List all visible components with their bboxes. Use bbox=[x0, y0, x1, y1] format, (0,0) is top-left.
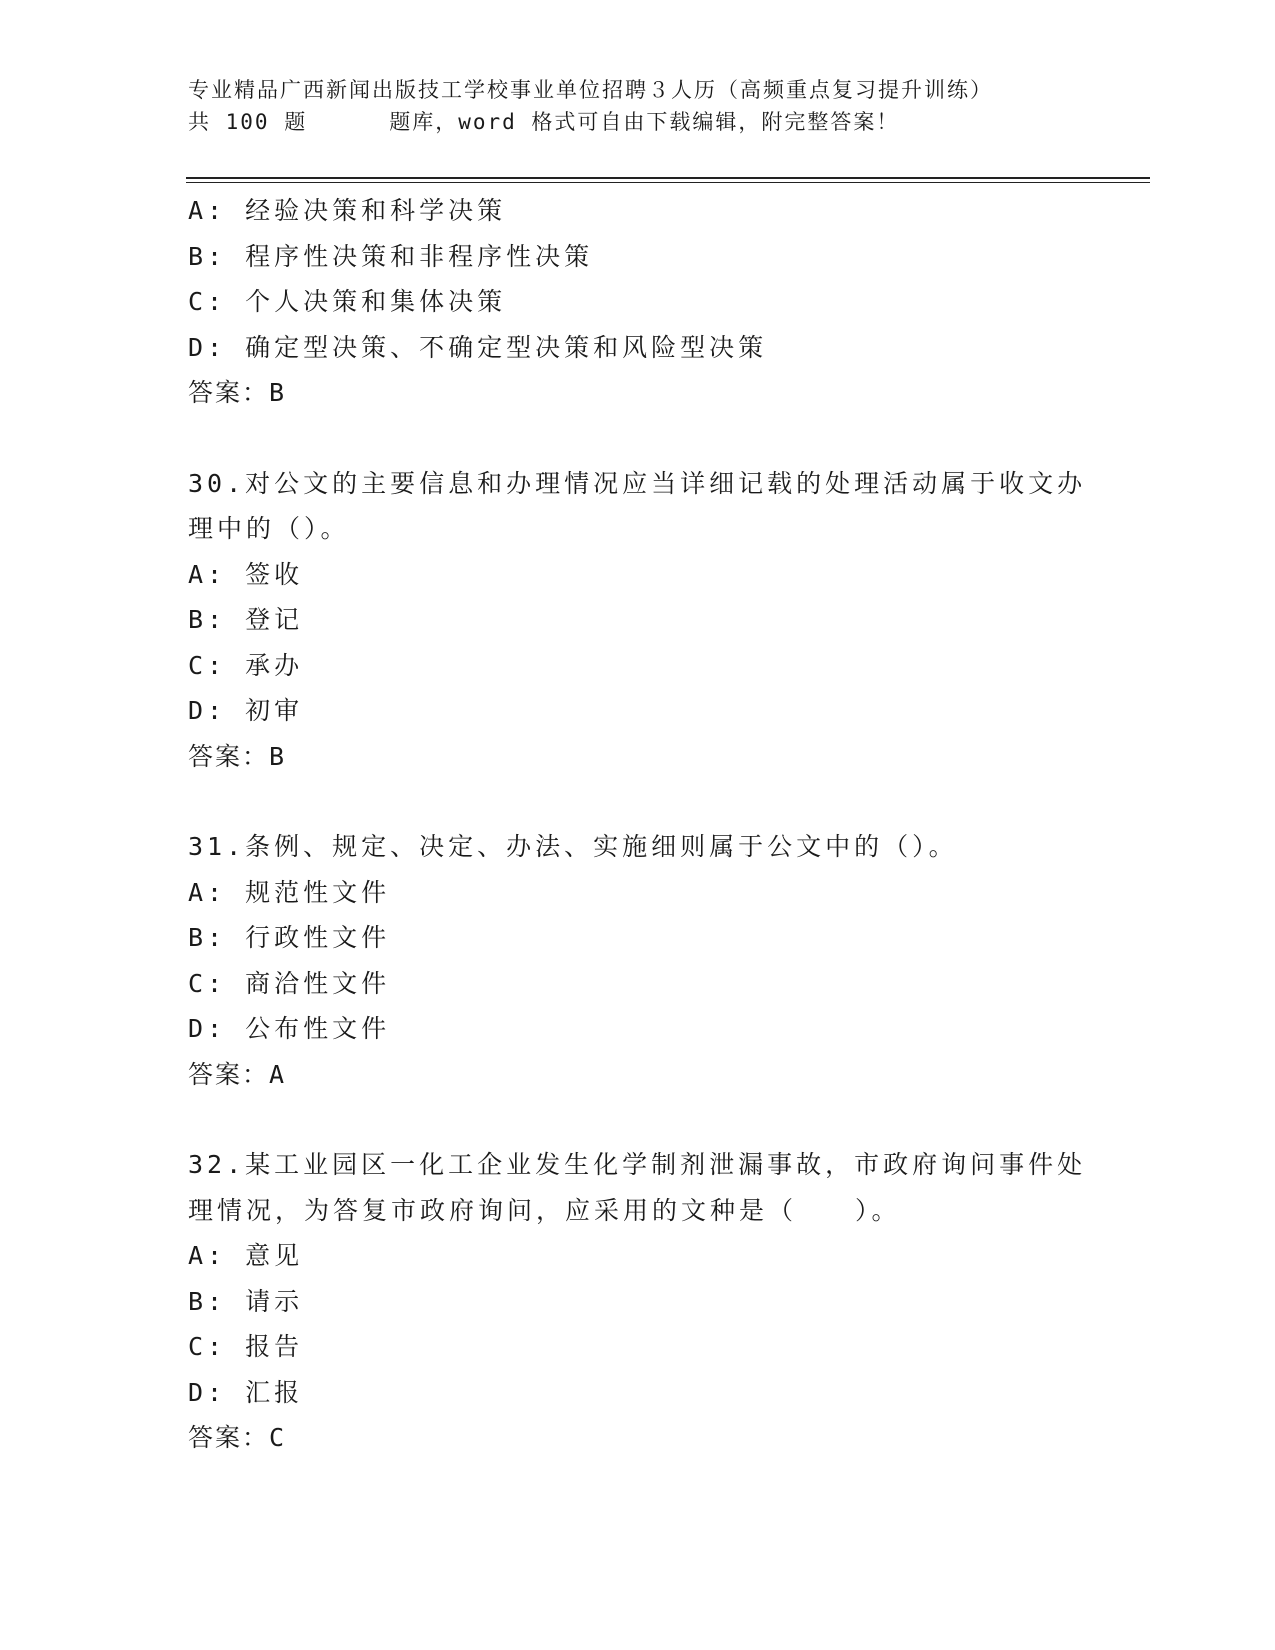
question-list bbox=[188, 188, 1088, 1461]
page-header bbox=[188, 74, 1088, 138]
option-b: B: 行政性文件 bbox=[188, 923, 391, 952]
question-count: 共 100 题 bbox=[188, 110, 308, 134]
answer-label: 答案： bbox=[188, 741, 270, 771]
answer-key: C bbox=[269, 1423, 287, 1452]
document-subtitle bbox=[188, 106, 1088, 138]
option-b: B: 请示 bbox=[188, 1286, 304, 1316]
question-32 bbox=[188, 1142, 1088, 1461]
option-d: D: 汇报 bbox=[188, 1377, 304, 1407]
answer-key: B bbox=[269, 741, 287, 771]
option-a: A: 意见 bbox=[188, 1241, 304, 1270]
option-b: B: 登记 bbox=[188, 605, 304, 634]
question-stem: 30.对公文的主要信息和办理情况应当详细记载的处理活动属于收文办 bbox=[188, 468, 1087, 498]
question-stem: 31.条例、规定、决定、办法、实施细则属于公文中的（）。 bbox=[188, 832, 958, 861]
option-c: C: 承办 bbox=[188, 650, 304, 680]
option-d: D: 初审 bbox=[188, 696, 304, 725]
answer-label: 答案： bbox=[188, 1059, 270, 1089]
option-d: D: 确定型决策、不确定型决策和风险型决策 bbox=[188, 332, 768, 362]
option-a: A: 签收 bbox=[188, 559, 304, 589]
header-divider bbox=[186, 177, 1150, 183]
answer-line bbox=[188, 734, 1088, 780]
answer-line bbox=[188, 1415, 1088, 1461]
document-title: 专业精品广西新闻出版技工学校事业单位招聘３人历（高频重点复习提升训练） bbox=[188, 78, 993, 102]
option-c: C: 报告 bbox=[188, 1332, 304, 1361]
option-c: C: 个人决策和集体决策 bbox=[188, 287, 507, 316]
question-prev bbox=[188, 188, 1088, 416]
answer-line bbox=[188, 1052, 1088, 1098]
answer-label: 答案： bbox=[188, 1423, 270, 1452]
answer-key: B bbox=[269, 378, 287, 407]
question-31 bbox=[188, 824, 1088, 1097]
question-30 bbox=[188, 461, 1088, 780]
option-a: A: 规范性文件 bbox=[188, 877, 391, 907]
option-b: B: 程序性决策和非程序性决策 bbox=[188, 241, 594, 271]
question-stem-cont: 理中的（）。 bbox=[188, 514, 350, 543]
question-stem: 32.某工业园区一化工企业发生化学制剂泄漏事故，市政府询问事件处 bbox=[188, 1150, 1087, 1179]
answer-line bbox=[188, 370, 1088, 416]
option-d: D: 公布性文件 bbox=[188, 1014, 391, 1043]
option-a: A: 经验决策和科学决策 bbox=[188, 196, 507, 225]
answer-label: 答案： bbox=[188, 378, 270, 407]
download-note: 题库，word 格式可自由下载编辑，附完整答案！ bbox=[389, 110, 900, 134]
question-stem-cont: 理情况，为答复市政府询问，应采用的文种是（ ）。 bbox=[188, 1195, 901, 1225]
option-c: C: 商洽性文件 bbox=[188, 968, 391, 998]
answer-key: A bbox=[269, 1059, 287, 1089]
